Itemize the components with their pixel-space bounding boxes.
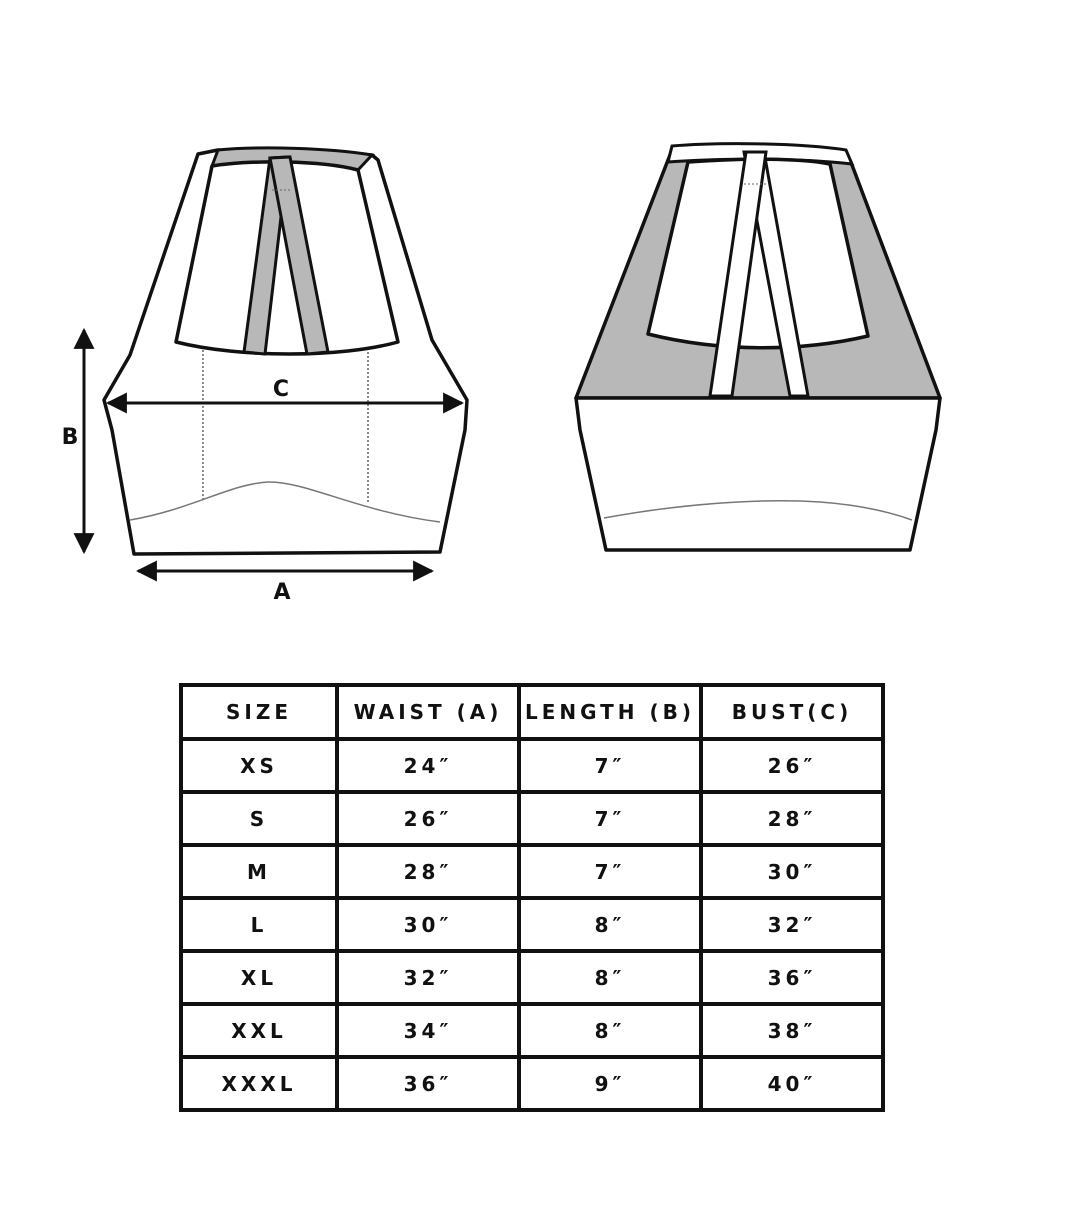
waist-cell: 28″	[337, 845, 519, 898]
bust-cell: 26″	[701, 739, 883, 792]
size-cell: XXXL	[181, 1057, 337, 1110]
waist-cell: 24″	[337, 739, 519, 792]
table-row	[181, 792, 883, 845]
dimension-b	[62, 330, 84, 552]
dimension-a	[138, 571, 432, 605]
label-c: C	[272, 377, 290, 402]
waist-cell: 34″	[337, 1004, 519, 1057]
table-row	[181, 898, 883, 951]
bust-cell: 40″	[701, 1057, 883, 1110]
table-row	[181, 739, 883, 792]
length-cell: 8″	[519, 898, 701, 951]
bust-cell: 30″	[701, 845, 883, 898]
size-cell: L	[181, 898, 337, 951]
length-cell: 7″	[519, 739, 701, 792]
length-cell: 7″	[519, 845, 701, 898]
length-cell: 7″	[519, 792, 701, 845]
header-length: LENGTH (B)	[519, 685, 701, 739]
table-header-row	[181, 685, 883, 739]
header-bust: BUST(C)	[701, 685, 883, 739]
size-cell: XXL	[181, 1004, 337, 1057]
waist-cell: 26″	[337, 792, 519, 845]
front-view	[104, 148, 467, 554]
table-row	[181, 1057, 883, 1110]
size-cell: XL	[181, 951, 337, 1004]
table-row	[181, 1004, 883, 1057]
table-row	[181, 951, 883, 1004]
back-view	[576, 144, 940, 550]
size-cell: M	[181, 845, 337, 898]
waist-cell: 32″	[337, 951, 519, 1004]
header-size: SIZE	[181, 685, 337, 739]
bust-cell: 38″	[701, 1004, 883, 1057]
waist-cell: 30″	[337, 898, 519, 951]
table-row	[181, 845, 883, 898]
label-a: A	[273, 580, 291, 605]
length-cell: 8″	[519, 1004, 701, 1057]
label-b: B	[61, 425, 79, 450]
waist-cell: 36″	[337, 1057, 519, 1110]
size-chart-table	[179, 683, 885, 1112]
bust-cell: 28″	[701, 792, 883, 845]
back-lower-band	[576, 398, 940, 550]
length-cell: 9″	[519, 1057, 701, 1110]
bust-cell: 32″	[701, 898, 883, 951]
size-cell: S	[181, 792, 337, 845]
bust-cell: 36″	[701, 951, 883, 1004]
size-cell: XS	[181, 739, 337, 792]
header-waist: WAIST (A)	[337, 685, 519, 739]
length-cell: 8″	[519, 951, 701, 1004]
